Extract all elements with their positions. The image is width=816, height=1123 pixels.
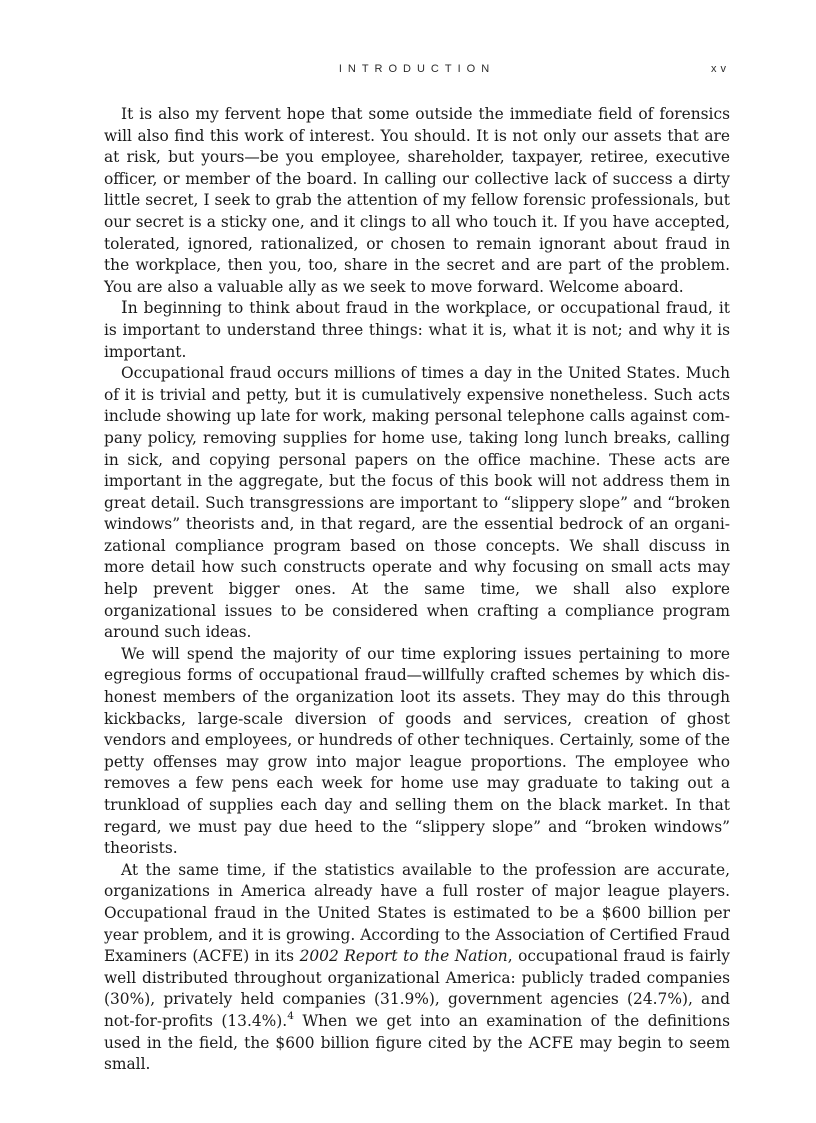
paragraph-2 [104,298,730,363]
paragraph-5 [104,860,730,1076]
paragraph-3: Occupational fraud occurs millions of times a day in the United States. Much of it is trivial and petty, but it is cumulatively expensive nonetheless. Such acts include showing up late for work, making personal telephone calls against company policy, removing supplies for home use, taking long lunch breaks, calling in sick, and copying personal papers on the office machine. These acts are important in the aggregate, but the focus of this book will not address them in great detail. Such transgressions are important to “slippery slope” and “broken windows” theorists and, in that regard, are the essential bedrock of an organizational compliance program based on those concepts. We shall discuss in more detail how such constructs operate and why focusing on small acts may help prevent bigger ones. At the same time, we shall also explore organizational issues to be considered when crafting a compliance program around such ideas. [104,364,730,642]
paragraph-initial: I [121,298,128,319]
paragraph-5-part-2: , occupational fraud is fairly well distributed throughout organizational America: publicly traded companies (30%), privately held companies (31.9%), government agencies (24.7%), and not-for-profits (13.4%). [104,947,731,1030]
report-title: 2002 Report to the Nation [299,947,508,966]
paragraph-5-part-3: When we get into an examination of the definitions used in the field, the $600 billion figure cited by the ACFE may begin to seem small. [104,1011,730,1074]
page-number: xv [711,63,730,75]
footnote-reference[interactable]: 4 [287,1009,294,1022]
running-head [104,63,730,83]
paragraph-1: It is also my fervent hope that some outside the immediate field of forensics will also find this work of interest. You should. It is not only our assets that are at risk, but yours—be you employee, shareholder, taxpayer, retiree, executive officer, or member of the board. In calling our collective lack of success a dirty little secret, I seek to grab the attention of my fellow forensic professionals, but our secret is a sticky one, and it clings to all who touch it. If you have accepted, tolerated, ignored, rationalized, or chosen to remain ignorant about fraud in the workplace, then you, too, share in the secret and are part of the problem. You are also a valuable ally as we seek to move forward. Welcome aboard. [104,105,730,296]
paragraph-2-text: n beginning to think about fraud in the workplace, or occupational fraud, it is important to understand three things: what it is, what it is not; and why it is important. [104,299,730,361]
body-text [104,104,730,1076]
paragraph-4: We will spend the majority of our time exploring issues pertaining to more egregious forms of occupational fraud—willfully crafted schemes by which dishonest members of the organization loot its assets. They may do this through kickbacks, large-scale diversion of goods and services, creation of ghost vendors and employees, or hundreds of other techniques. Certainly, some of the petty offenses may grow into major league proportions. The employee who removes a few pens each week for home use may graduate to taking out a trunkload of supplies each day and selling them on the black market. In that regard, we must pay due heed to the “slippery slope” and “broken windows” theorists. [104,644,730,858]
paragraph-5-part-1: At the same time, if the statistics available to the profession are accurate, organizations in America already have a full roster of major league players. Occupational fraud in the United States is estimated to be a $600 billion per year problem, and it is growing. According to the Association of Certified Fraud Examiners (ACFE) in its [104,860,730,966]
section-title: INTRODUCTION [338,63,496,75]
